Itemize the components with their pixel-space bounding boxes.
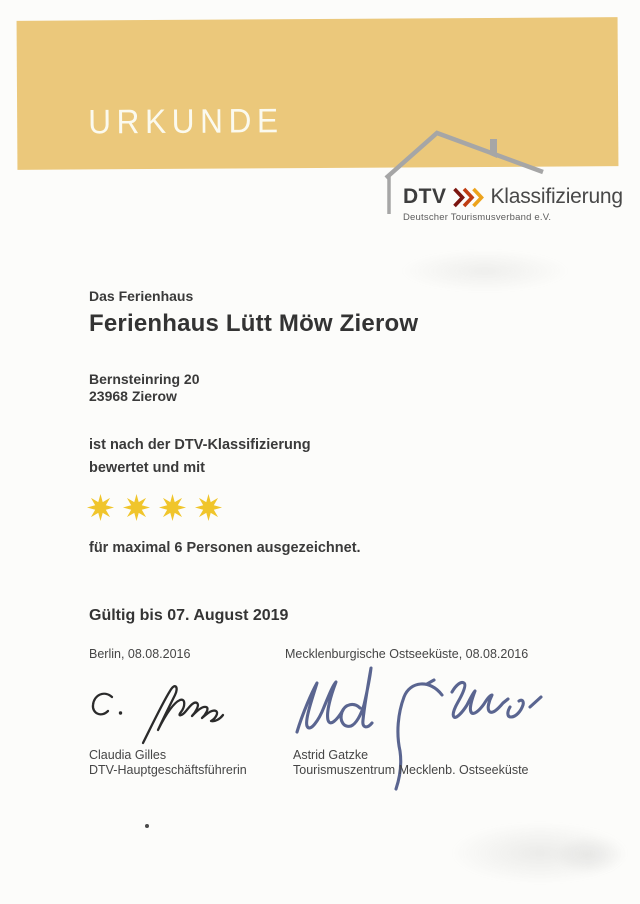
signatures <box>60 655 560 800</box>
signer-right-name: Astrid Gatzke <box>293 748 369 762</box>
signer-left-name: Claudia Gilles <box>89 748 167 762</box>
scan-smudge <box>555 835 625 875</box>
statement-line1: ist nach der DTV-Klassifizierung <box>89 437 311 453</box>
star-rating <box>86 493 223 522</box>
signer-left-title: DTV-Hauptgeschäftsführerin <box>89 763 247 777</box>
capacity-line: für maximal 6 Personen ausgezeichnet. <box>89 540 361 556</box>
classification-statement <box>89 434 311 479</box>
scan-smudge <box>450 822 630 884</box>
statement-line2: bewertet und mit <box>89 459 206 476</box>
star-icon <box>122 493 151 522</box>
dtv-wordmark: Klassifizierung <box>490 185 623 208</box>
certificate-title: URKUNDE <box>88 102 284 142</box>
scan-speck <box>145 824 149 828</box>
property-address <box>89 371 199 405</box>
signer-right <box>293 748 529 778</box>
place-date-right: Mecklenburgische Ostseeküste, 08.08.2016 <box>285 647 529 661</box>
validity-line: Gültig bis 07. August 2019 <box>89 607 289 624</box>
place-date-left: Berlin, 08.08.2016 <box>89 647 191 661</box>
property-name: Ferienhaus Lütt Möw Zierow <box>89 310 419 337</box>
signer-left <box>89 748 247 778</box>
dtv-subtitle: Deutscher Tourismusverband e.V. <box>403 212 552 223</box>
address-line1: Bernsteinring 20 <box>89 371 200 387</box>
star-icon <box>194 493 223 522</box>
scan-smudge <box>400 250 570 292</box>
star-icon <box>158 493 187 522</box>
dtv-abbreviation: DTV <box>403 185 447 208</box>
intro-label: Das Ferienhaus <box>89 288 194 304</box>
chevrons-icon <box>453 187 485 208</box>
address-line2: 23968 Zierow <box>89 388 177 404</box>
signer-right-title: Tourismuszentrum Mecklenb. Ostseeküste <box>293 763 529 777</box>
dtv-logo <box>403 185 623 209</box>
signature-claudia-gilles <box>93 686 223 743</box>
star-icon <box>86 493 115 522</box>
